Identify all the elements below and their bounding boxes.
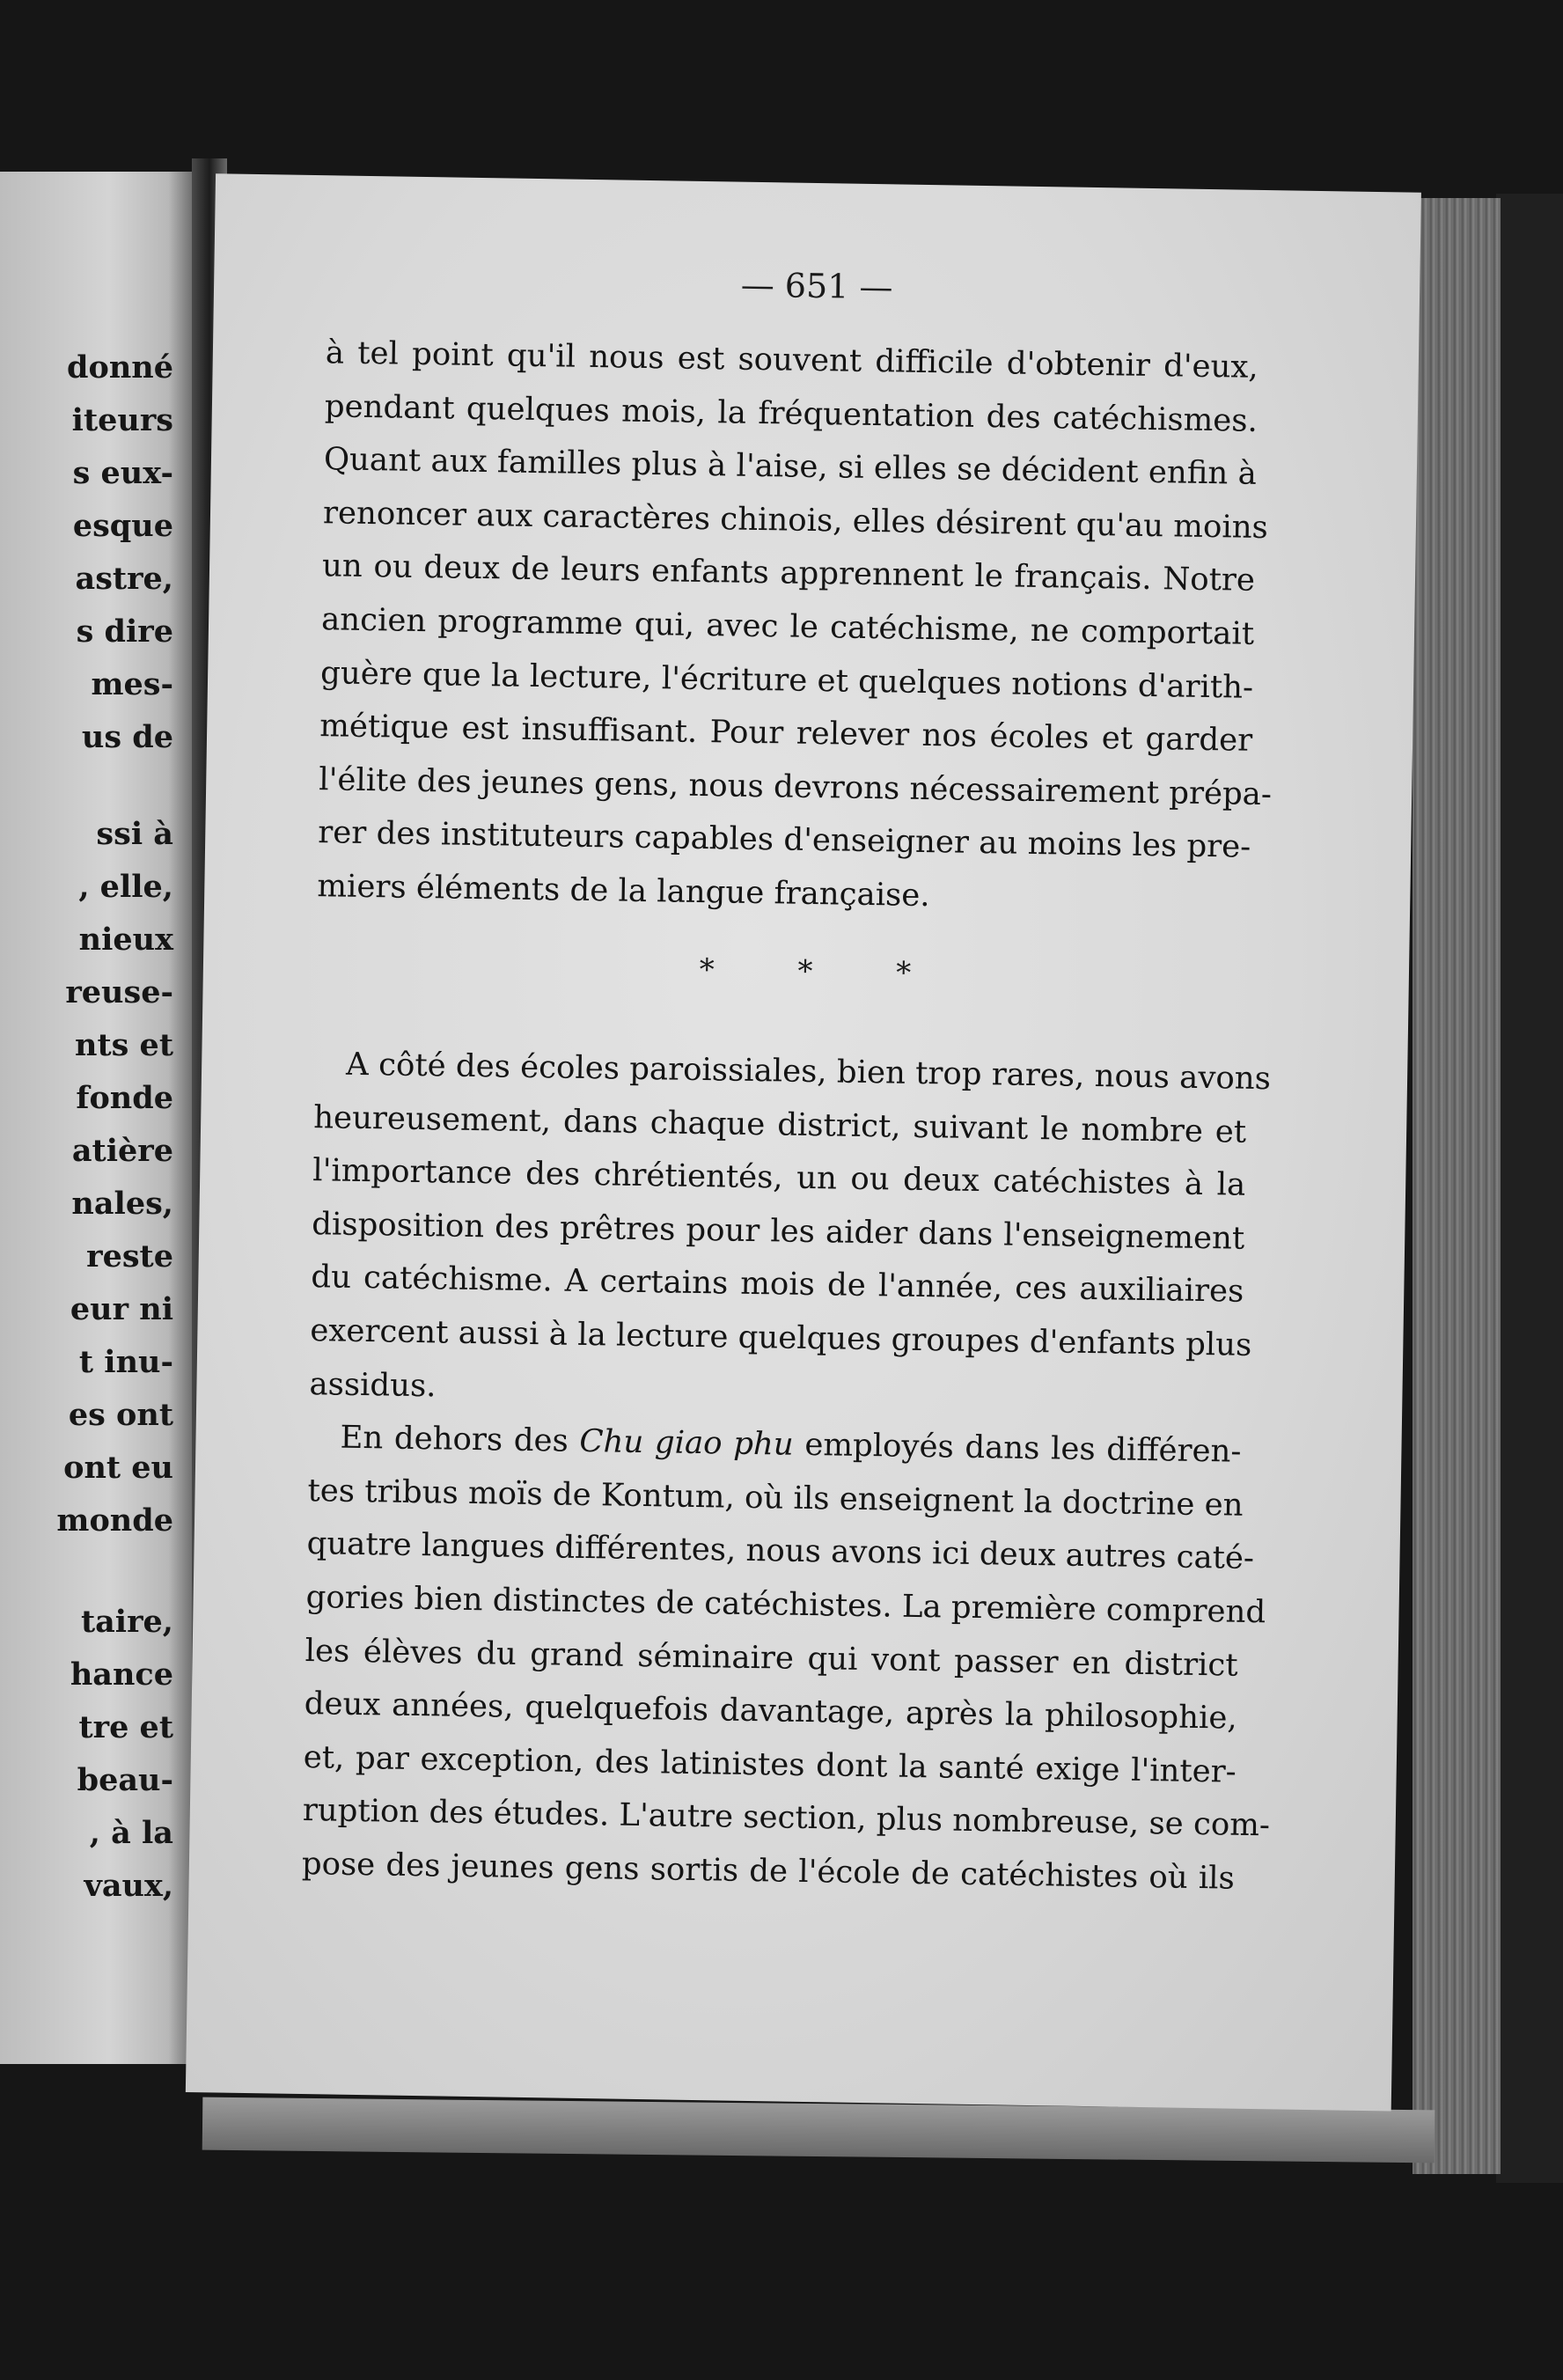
paragraph-2	[301, 1038, 1272, 1906]
left-page-fragment: eur ni	[70, 1291, 173, 1327]
left-page-fragment: astre,	[75, 561, 173, 597]
text-line: gories bien distinctes de catéchistes. La première comprend	[305, 1578, 1266, 1631]
text-line: Quant aux familles plus à l'aise, si elles se décident enfin à	[323, 441, 1258, 493]
text-line: disposition des prêtres pour les aider dans l'enseignement	[312, 1205, 1245, 1257]
left-page-fragment: vaux,	[84, 1868, 173, 1904]
left-page-fragment: tre et	[78, 1709, 173, 1745]
text-line: renoncer aux caractères chinois, elles désirent qu'au moins	[322, 494, 1269, 546]
left-page-fragment: es ont	[68, 1397, 173, 1433]
text-line: guère que la lecture, l'écriture et quelques notions d'arith-	[319, 654, 1254, 706]
text-line: du catéchisme. A certains mois de l'année, ces auxiliaires	[311, 1259, 1244, 1311]
text-line: pose des jeunes gens sortis de l'école de catéchistes où ils	[301, 1845, 1236, 1897]
left-page-fragment: nieux	[78, 922, 173, 958]
left-page-fragment: fonde	[76, 1080, 173, 1116]
left-page-fragment: nales,	[71, 1186, 173, 1222]
book-page	[186, 173, 1421, 2111]
text-line: tes tribus moïs de Kontum, où ils enseignent la doctrine en	[307, 1472, 1244, 1524]
left-page-fragment: taire,	[80, 1604, 173, 1640]
left-page-fragment: reuse-	[65, 974, 173, 1010]
left-page-fragment: esque	[72, 508, 173, 544]
page-number: — 651 —	[740, 265, 893, 307]
text-line: A côté des écoles paroissiales, bien trop rares, nous avons	[345, 1046, 1272, 1098]
text-line: un ou deux de leurs enfants apprennent le français. Notre	[321, 547, 1256, 599]
text-line: à tel point qu'il nous est souvent difficile d'obtenir d'eux,	[325, 334, 1259, 386]
page-stack-edge	[1413, 198, 1501, 2174]
left-page-fragment: monde	[56, 1502, 173, 1539]
italic-term: Chu giao phu	[579, 1423, 795, 1463]
left-page-fragment: iteurs	[71, 402, 173, 438]
left-page-fragment: mes-	[91, 666, 173, 702]
text-line: ancien programme qui, avec le catéchisme, ne comportait	[320, 601, 1255, 652]
left-page-fragment: , elle,	[78, 869, 173, 905]
left-page-fragment: atière	[71, 1133, 173, 1169]
left-page-fragment: us de	[81, 719, 173, 755]
left-page-fragment: s eux-	[72, 455, 173, 491]
left-page-fragment: reste	[86, 1238, 173, 1274]
text-run: employés dans les différen-	[793, 1426, 1242, 1470]
section-separator: * * *	[699, 951, 949, 992]
left-page-fragment: t inu-	[78, 1344, 173, 1380]
text-line: deux années, quelquefois davantage, après la philosophie,	[304, 1686, 1237, 1737]
text-line: l'élite des jeunes gens, nous devrons nécessairement prépa-	[318, 760, 1273, 812]
left-page-fragment: hance	[70, 1656, 173, 1693]
text-line: l'importance des chrétientés, un ou deux catéchistes à la	[312, 1152, 1246, 1203]
text-line: pendant quelques mois, la fréquentation des catéchismes.	[324, 387, 1258, 439]
text-line: quatre langues différentes, nous avons ici deux autres caté-	[306, 1525, 1255, 1577]
text-line: métique est insuffisant. Pour relever nos écoles et garder	[319, 708, 1253, 759]
text-line: exercent aussi à la lecture quelques groupes d'enfants plus	[310, 1312, 1252, 1363]
left-page-fragment: beau-	[77, 1762, 173, 1798]
text-run: En dehors des	[340, 1419, 580, 1460]
text-line: miers éléments de la langue française.	[317, 868, 930, 915]
previous-page-edge	[0, 172, 198, 2064]
text-line: les élèves du grand séminaire qui vont passer en district	[305, 1632, 1238, 1684]
book-cover-edge	[1496, 194, 1563, 2183]
text-line: rer des instituteurs capables d'enseigner au moins les pre-	[318, 814, 1251, 866]
left-page-fragment: s dire	[76, 613, 173, 650]
left-page-fragment: donné	[67, 349, 173, 386]
text-line: heureusement, dans chaque district, suivant le nombre et	[312, 1098, 1247, 1150]
left-page-fragment: ssi à	[96, 816, 173, 852]
left-page-fragment: ont eu	[63, 1450, 173, 1486]
text-line: assidus.	[309, 1365, 437, 1404]
text-line: et, par exception, des latinistes dont la santé exige l'inter-	[303, 1738, 1237, 1790]
left-page-fragment: nts et	[75, 1027, 173, 1063]
paragraph-1	[317, 327, 1273, 928]
text-line: ruption des études. L'autre section, plus nombreuse, se com-	[302, 1792, 1271, 1844]
left-page-fragment: , à la	[89, 1815, 173, 1851]
